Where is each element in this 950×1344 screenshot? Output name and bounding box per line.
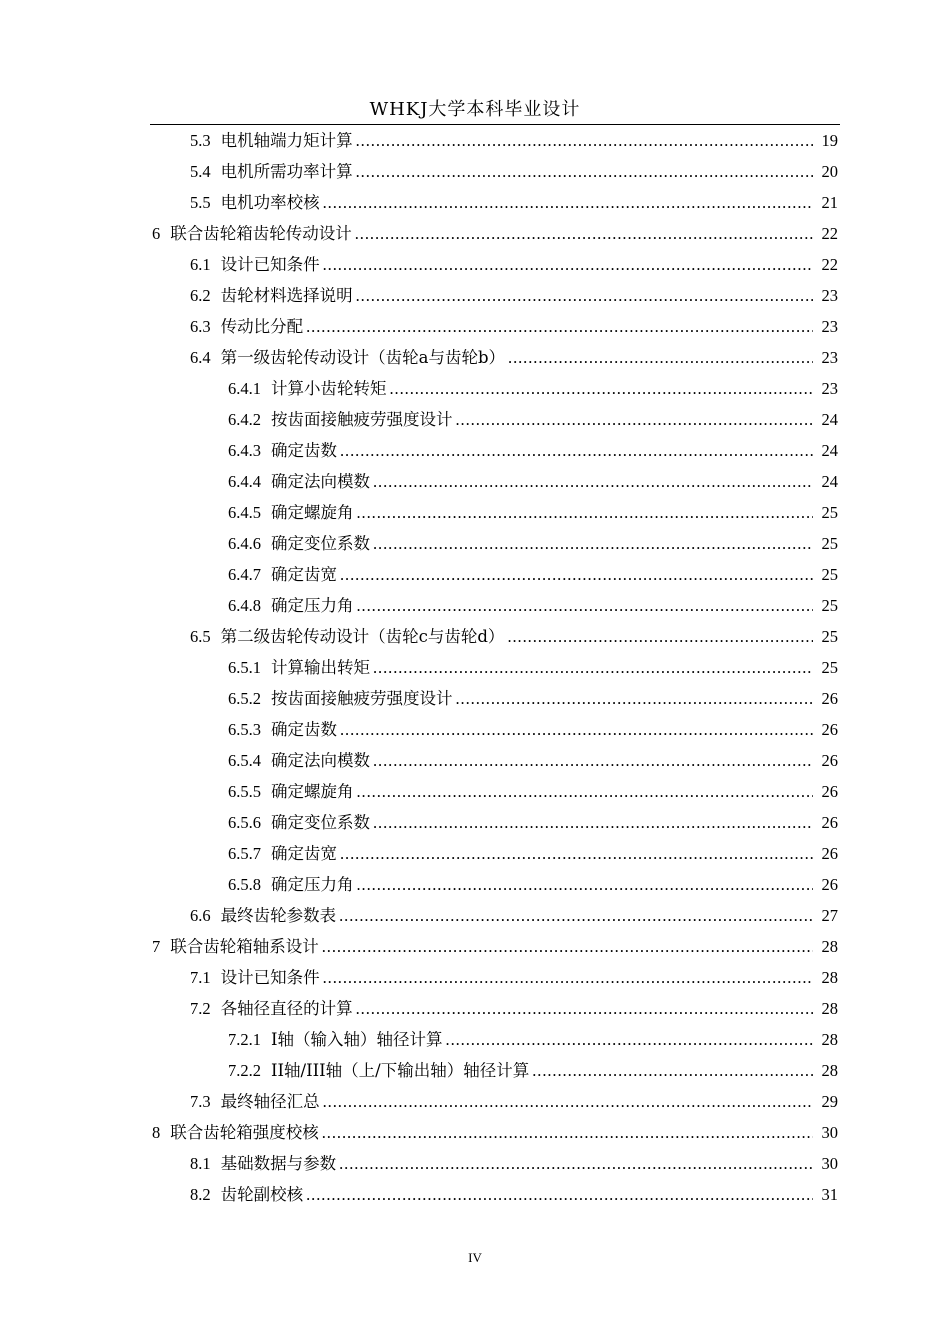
toc-entry[interactable] [228, 838, 838, 869]
toc-entry[interactable] [190, 280, 838, 311]
toc-dot-leader [357, 776, 814, 807]
toc-entry-page: 19 [821, 131, 838, 150]
toc-dot-leader [340, 559, 813, 590]
toc-entry-number: 8 [152, 1123, 161, 1142]
toc-entry-title: 设计已知条件 [220, 968, 320, 987]
toc-entry[interactable] [228, 807, 838, 838]
toc-entry-number: 6.6 [190, 906, 211, 925]
toc-entry-page: 25 [821, 627, 838, 646]
toc-entry-number: 6.4.5 [228, 503, 261, 522]
toc-entry-page: 29 [821, 1092, 838, 1111]
toc-entry[interactable] [190, 342, 838, 373]
toc-entry-page: 22 [821, 224, 838, 243]
toc-entry-number: 6.5.5 [228, 782, 261, 801]
toc-dot-leader [373, 652, 813, 683]
page-footer [0, 1250, 950, 1266]
toc-entry[interactable] [228, 745, 838, 776]
toc-dot-leader [340, 714, 813, 745]
toc-entry[interactable] [190, 1179, 838, 1210]
toc-entry-number: 6.4.8 [228, 596, 261, 615]
toc-dot-leader [340, 838, 813, 869]
toc-dot-leader [356, 280, 813, 311]
toc-entry[interactable] [228, 714, 838, 745]
toc-entry-page: 23 [821, 379, 838, 398]
toc-entry-page: 28 [821, 999, 838, 1018]
toc-entry-page: 24 [821, 441, 838, 460]
toc-entry-number: 6.5.2 [228, 689, 261, 708]
toc-entry-title: 计算小齿轮转矩 [271, 379, 387, 398]
toc-dot-leader [456, 683, 814, 714]
toc-entry-title: 第一级齿轮传动设计（齿轮a与齿轮b） [220, 348, 506, 367]
toc-entry-title: 第二级齿轮传动设计（齿轮c与齿轮d） [220, 627, 505, 646]
toc-entry[interactable] [228, 466, 838, 497]
toc-entry-title: 基础数据与参数 [220, 1154, 337, 1173]
toc-dot-leader [373, 807, 813, 838]
toc-entry-page: 20 [821, 162, 838, 181]
page-number: IV [468, 1250, 482, 1265]
toc-entry-page: 23 [821, 317, 838, 336]
toc-entry-page: 28 [821, 1061, 838, 1080]
toc-entry[interactable] [228, 776, 838, 807]
toc-entry-title: 确定齿数 [271, 720, 337, 739]
toc-entry-page: 23 [821, 286, 838, 305]
toc-entry-number: 5.3 [190, 131, 211, 150]
toc-entry-number: 7.2.2 [228, 1061, 261, 1080]
toc-entry-title: 确定压力角 [271, 596, 354, 615]
toc-entry[interactable] [190, 125, 838, 156]
toc-entry-title: 计算输出转矩 [271, 658, 370, 677]
toc-entry-page: 31 [821, 1185, 838, 1204]
toc-entry-title: 电机轴端力矩计算 [220, 131, 353, 150]
toc-dot-leader [323, 249, 813, 280]
toc-dot-leader [373, 466, 813, 497]
toc-entry-page: 25 [821, 658, 838, 677]
toc-entry[interactable] [228, 590, 838, 621]
toc-entry-title: 确定齿宽 [271, 565, 337, 584]
toc-dot-leader [306, 311, 813, 342]
toc-entry-page: 25 [821, 565, 838, 584]
toc-dot-leader [373, 745, 813, 776]
toc-entry[interactable] [190, 621, 838, 652]
toc-entry-number: 6.4.2 [228, 410, 261, 429]
toc-dot-leader [446, 1024, 813, 1055]
toc-entry[interactable] [228, 435, 838, 466]
toc-entry-number: 7.1 [190, 968, 211, 987]
toc-entry-page: 22 [821, 255, 838, 274]
toc-entry-number: 6.4.3 [228, 441, 261, 460]
toc-dot-leader [340, 435, 813, 466]
toc-entry[interactable] [228, 528, 838, 559]
toc-entry-number: 6.4.1 [228, 379, 261, 398]
toc-entry-title: 确定变位系数 [271, 813, 370, 832]
toc-entry-page: 25 [821, 534, 838, 553]
toc-entry-page: 24 [821, 472, 838, 491]
toc-entry-number: 7.2 [190, 999, 211, 1018]
toc-entry-page: 28 [821, 1030, 838, 1049]
toc-dot-leader [356, 156, 813, 187]
toc-entry-number: 7 [152, 937, 161, 956]
toc-entry[interactable] [228, 559, 838, 590]
toc-dot-leader [323, 187, 813, 218]
toc-entry-title: 联合齿轮箱强度校核 [170, 1123, 319, 1142]
toc-entry-title: 确定齿宽 [271, 844, 337, 863]
toc-dot-leader [306, 1179, 813, 1210]
toc-entry-title: 电机功率校核 [220, 193, 320, 212]
toc-entry-number: 6.5.4 [228, 751, 261, 770]
toc-dot-leader [356, 125, 813, 156]
toc-dot-leader [339, 900, 813, 931]
toc-dot-leader [508, 342, 813, 373]
toc-entry-title: 确定法向模数 [271, 472, 370, 491]
toc-entry[interactable] [190, 900, 838, 931]
toc-entry-page: 26 [821, 720, 838, 739]
toc-entry-page: 26 [821, 844, 838, 863]
toc-entry[interactable] [228, 1024, 838, 1055]
toc-entry-title: 齿轮材料选择说明 [220, 286, 353, 305]
toc-entry-title: 齿轮副校核 [220, 1185, 304, 1204]
toc-entry[interactable] [190, 1086, 838, 1117]
toc-entry-title: 最终轴径汇总 [220, 1092, 320, 1111]
toc-entry-number: 6.4 [190, 348, 211, 367]
toc-entry-number: 6.5 [190, 627, 211, 646]
toc-entry[interactable] [152, 931, 838, 962]
toc-dot-leader [355, 218, 813, 249]
toc-entry-number: 6.4.7 [228, 565, 261, 584]
toc-entry[interactable] [228, 373, 838, 404]
toc-dot-leader [356, 993, 813, 1024]
toc-entry-title: 设计已知条件 [220, 255, 320, 274]
toc-entry-number: 8.2 [190, 1185, 211, 1204]
toc-entry-title: 最终齿轮参数表 [220, 906, 337, 925]
toc-dot-leader [323, 962, 813, 993]
toc-entry-page: 25 [821, 503, 838, 522]
toc-dot-leader [357, 497, 814, 528]
toc-entry-title: 按齿面接触疲劳强度设计 [271, 689, 453, 708]
toc-dot-leader [357, 869, 814, 900]
header-title: WHKJ大学本科毕业设计 [369, 99, 581, 120]
toc-entry-title: 确定变位系数 [271, 534, 370, 553]
toc-entry-page: 26 [821, 751, 838, 770]
toc-entry-number: 6.5.8 [228, 875, 261, 894]
toc-dot-leader [532, 1055, 813, 1086]
toc-entry-title: 确定法向模数 [271, 751, 370, 770]
toc-entry-number: 7.2.1 [228, 1030, 261, 1049]
toc-entry[interactable] [152, 1117, 838, 1148]
toc-entry-page: 26 [821, 782, 838, 801]
toc-entry-number: 5.5 [190, 193, 211, 212]
toc-entry-title: I轴（输入轴）轴径计算 [271, 1030, 443, 1049]
toc-entry-page: 24 [821, 410, 838, 429]
toc-entry[interactable] [228, 683, 838, 714]
toc-entry-title: 传动比分配 [220, 317, 304, 336]
toc-entry-number: 6.5.7 [228, 844, 261, 863]
toc-entry-title: 确定螺旋角 [271, 503, 354, 522]
toc-dot-leader [322, 1117, 813, 1148]
toc-entry[interactable] [152, 218, 838, 249]
toc-dot-leader [323, 1086, 813, 1117]
toc-entry-title: II轴/III轴（上/下输出轴）轴径计算 [271, 1061, 530, 1080]
toc-entry[interactable] [228, 404, 838, 435]
toc-entry-number: 8.1 [190, 1154, 211, 1173]
toc-dot-leader [390, 373, 814, 404]
toc-entry-number: 5.4 [190, 162, 211, 181]
toc-entry[interactable] [190, 311, 838, 342]
toc-entry-number: 6.4.6 [228, 534, 261, 553]
toc-dot-leader [507, 621, 813, 652]
toc-entry[interactable] [190, 962, 838, 993]
toc-entry-number: 6.1 [190, 255, 211, 274]
toc-entry[interactable] [190, 249, 838, 280]
toc-entry-page: 26 [821, 813, 838, 832]
toc-entry-page: 28 [821, 937, 838, 956]
page-header [0, 98, 950, 122]
toc-entry-page: 21 [821, 193, 838, 212]
toc-entry-number: 6.5.1 [228, 658, 261, 677]
toc-entry-page: 25 [821, 596, 838, 615]
toc-entry-number: 6 [152, 224, 161, 243]
toc-entry-page: 23 [821, 348, 838, 367]
toc-entry-page: 27 [821, 906, 838, 925]
toc-entry[interactable] [228, 497, 838, 528]
toc-entry-number: 6.2 [190, 286, 211, 305]
toc-entry[interactable] [190, 156, 838, 187]
toc-entry[interactable] [190, 187, 838, 218]
toc-entry-title: 确定齿数 [271, 441, 337, 460]
toc-dot-leader [357, 590, 814, 621]
toc-entry[interactable] [228, 652, 838, 683]
toc-entry-title: 各轴径直径的计算 [220, 999, 353, 1018]
toc-entry-number: 7.3 [190, 1092, 211, 1111]
toc-entry-page: 26 [821, 689, 838, 708]
toc-entry-number: 6.4.4 [228, 472, 261, 491]
toc-dot-leader [373, 528, 813, 559]
toc-entry-number: 6.3 [190, 317, 211, 336]
toc-dot-leader [456, 404, 814, 435]
toc-entry-title: 确定压力角 [271, 875, 354, 894]
toc-entry-title: 联合齿轮箱轴系设计 [170, 937, 319, 956]
toc-entry[interactable] [190, 1148, 838, 1179]
toc-entry[interactable] [228, 869, 838, 900]
toc-entry[interactable] [190, 993, 838, 1024]
toc-entry-title: 确定螺旋角 [271, 782, 354, 801]
toc-entry-title: 电机所需功率计算 [220, 162, 353, 181]
toc-dot-leader [322, 931, 813, 962]
toc-entry[interactable] [228, 1055, 838, 1086]
toc-dot-leader [339, 1148, 813, 1179]
toc-entry-title: 联合齿轮箱齿轮传动设计 [170, 224, 352, 243]
toc-entry-number: 6.5.3 [228, 720, 261, 739]
toc-entry-page: 30 [821, 1154, 838, 1173]
toc-entry-page: 26 [821, 875, 838, 894]
toc-entry-page: 28 [821, 968, 838, 987]
toc-entry-number: 6.5.6 [228, 813, 261, 832]
toc-entry-page: 30 [821, 1123, 838, 1142]
toc-entry-title: 按齿面接触疲劳强度设计 [271, 410, 453, 429]
